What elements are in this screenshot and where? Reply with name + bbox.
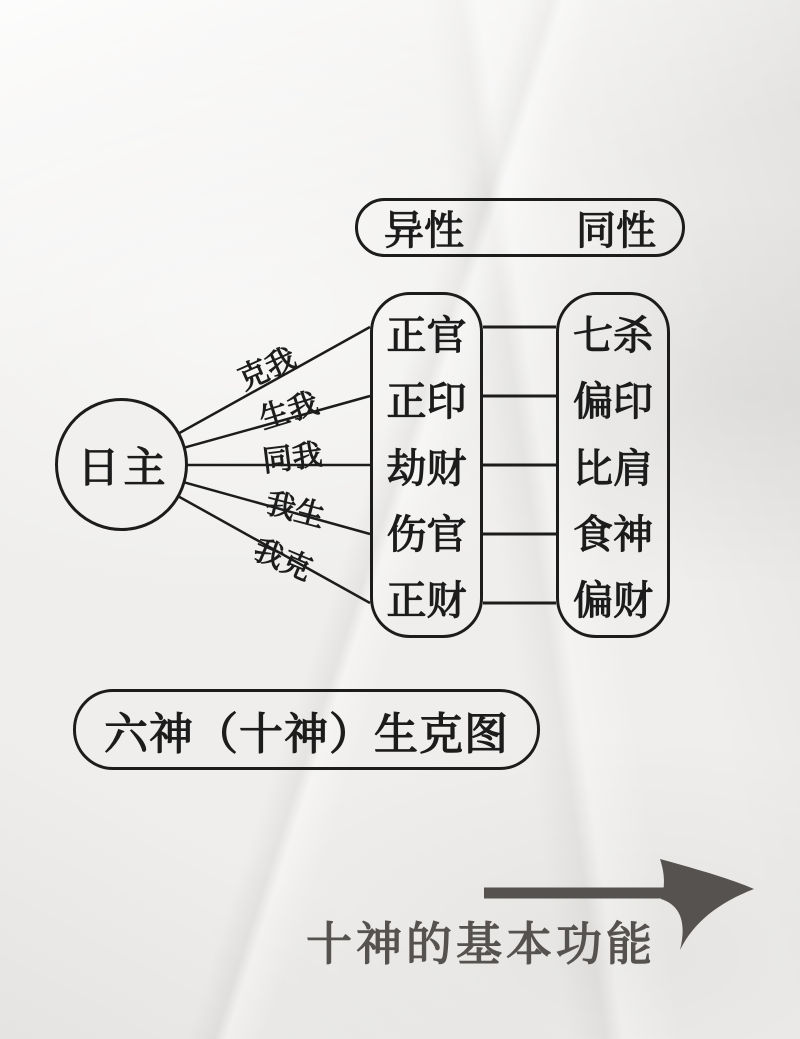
same-gender-gods-box (556, 292, 670, 638)
god-item: 偏财 (573, 578, 653, 625)
day-master-label: 日主 (77, 442, 170, 492)
relation-label-wo-sheng: 我生 (261, 485, 329, 536)
god-item: 正印 (386, 379, 467, 426)
gender-header-pill (355, 198, 685, 257)
pair-connector-lines (483, 327, 556, 603)
opposite-gender-label: 异性 (384, 208, 464, 254)
arrow-caption: 十神的基本功能 (306, 917, 656, 971)
same-gender-label: 同性 (576, 208, 656, 254)
diagram-caption-pill (73, 689, 540, 770)
god-item: 伤官 (386, 511, 467, 558)
god-item: 正财 (386, 578, 467, 625)
god-item: 偏印 (573, 379, 653, 426)
diagram-caption: 六神（十神）生克图 (104, 708, 509, 760)
arrow-head (660, 859, 754, 950)
relation-label-sheng-wo: 生我 (255, 385, 323, 437)
relation-label-ke-wo: 克我 (232, 341, 302, 398)
god-item: 正官 (386, 312, 467, 359)
god-item: 食神 (573, 511, 653, 558)
god-item: 劫财 (386, 445, 467, 492)
day-master-circle (55, 398, 188, 531)
relation-label-wo-ke: 我克 (248, 532, 318, 589)
god-item: 比肩 (573, 445, 653, 492)
god-item: 七杀 (573, 312, 653, 359)
relation-label-tong-wo: 同我 (260, 437, 325, 480)
opposite-gender-gods-box (370, 292, 483, 638)
